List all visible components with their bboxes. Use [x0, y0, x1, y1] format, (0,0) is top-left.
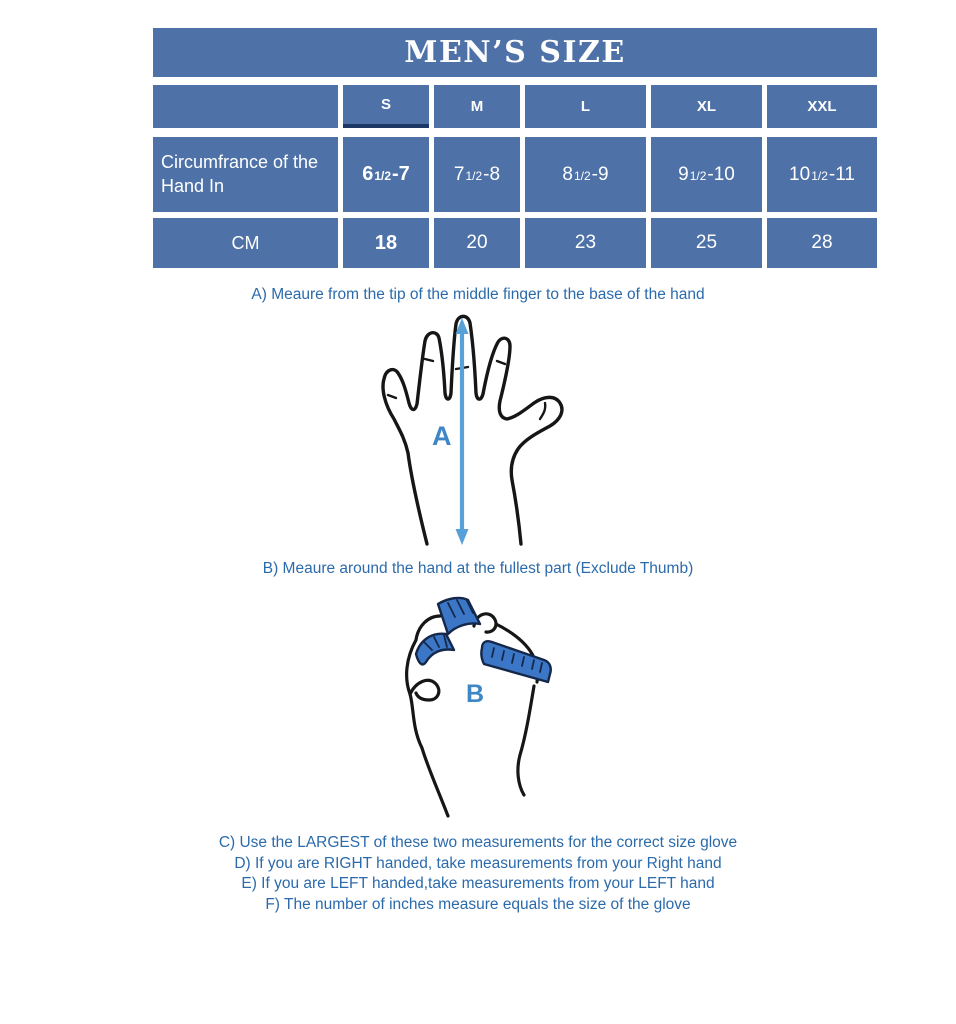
inch-xxl-pre: 10 — [789, 163, 811, 185]
cm-value-l: 23 — [525, 218, 646, 268]
inch-xxl-frac: 1/2 — [811, 168, 828, 183]
row-label-cm: CM — [153, 218, 338, 268]
mens-size-table — [153, 28, 877, 268]
arrowhead-down — [456, 529, 469, 545]
inch-xxl-post: -11 — [828, 163, 855, 185]
hand-outline — [383, 316, 562, 544]
instruction-list — [0, 833, 956, 915]
inch-value-l — [525, 137, 646, 212]
inch-xl-pre: 9 — [678, 163, 689, 185]
hand-length-figure — [372, 311, 582, 548]
instruction-d: D) If you are RIGHT handed, take measurements from your Right hand — [234, 854, 722, 872]
size-col-xxl: XXL — [767, 85, 877, 128]
inch-s-frac: 1/2 — [374, 168, 391, 183]
inch-s-pre: 6 — [362, 163, 374, 185]
measure-arrow-a — [456, 318, 469, 545]
hand-circumference-figure — [398, 590, 588, 820]
cm-value-m: 20 — [434, 218, 520, 268]
row-label-circumference: Circumfrance of the Hand In — [153, 137, 338, 212]
cm-value-xl: 25 — [651, 218, 762, 268]
inch-value-m — [434, 137, 520, 212]
inch-m-post: -8 — [483, 163, 501, 185]
size-col-m: M — [434, 85, 520, 128]
inch-l-pre: 8 — [562, 163, 573, 185]
instruction-e: E) If you are LEFT handed,take measurements from your LEFT hand — [241, 875, 715, 892]
size-col-l: L — [525, 85, 646, 128]
size-col-s: S — [343, 85, 429, 128]
instruction-c: C) Use the LARGEST of these two measurements for the correct size glove — [218, 834, 738, 851]
cm-value-s: 18 — [343, 218, 429, 268]
inch-xl-post: -10 — [707, 163, 735, 185]
cm-row — [153, 218, 877, 268]
table-title: MEN’S SIZE — [153, 28, 877, 77]
curled-thumb-line — [410, 680, 439, 700]
inch-s-post: -7 — [392, 163, 410, 185]
figure-a-label: A — [432, 421, 452, 451]
inch-xl-frac: 1/2 — [689, 168, 707, 183]
instruction-a: A) Meaure from the tip of the middle finger to the base of the hand — [251, 286, 705, 303]
inch-m-pre: 7 — [453, 163, 465, 185]
inch-l-frac: 1/2 — [573, 168, 591, 183]
cm-value-xxl: 28 — [767, 218, 877, 268]
instruction-b: B) Meaure around the hand at the fullest part (Exclude Thumb) — [262, 560, 694, 577]
tape-ruler-band — [481, 641, 550, 682]
size-col-xl: XL — [651, 85, 762, 128]
inch-value-xl — [651, 137, 762, 212]
inch-l-post: -9 — [591, 163, 609, 185]
corner-cell — [153, 85, 338, 128]
inch-m-frac: 1/2 — [465, 168, 483, 183]
circumference-row — [153, 137, 877, 212]
size-header-row — [153, 85, 877, 128]
inch-value-s — [343, 137, 429, 212]
instruction-f: F) The number of inches measure equals the size of the glove — [265, 895, 691, 913]
figure-b-label: B — [466, 680, 485, 708]
inch-value-xxl — [767, 137, 877, 212]
